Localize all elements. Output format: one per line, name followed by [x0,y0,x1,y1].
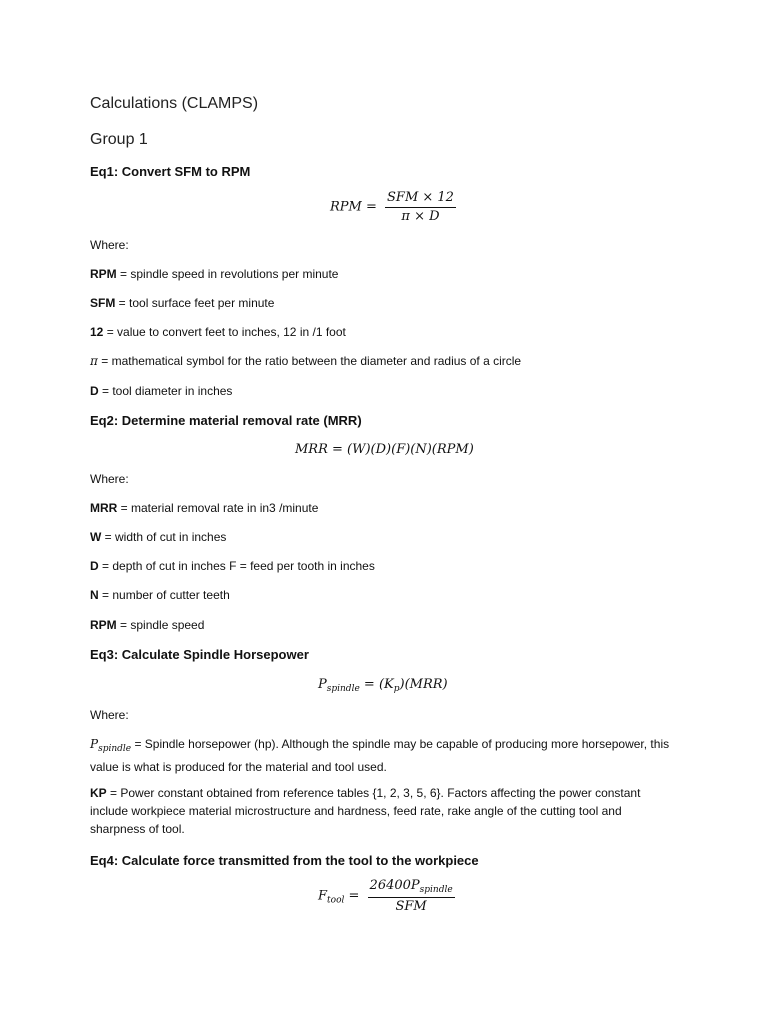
eq3-def-pspindle: $P_{spindle}$ = Spindle horsepower (hp). Although the spindle may be capable of producing more horsepower, this value is what is produced for the material and tool used. [90,737,670,774]
eq1-fraction [385,190,456,224]
eq1-lhs: RPM = [330,199,377,215]
eq1-equation [330,190,456,224]
eq2-heading: Eq2: Determine material removal rate (MRR) [90,413,362,428]
eq4-equation: $F_{tool}$ = $\frac{26400P_{spindle}}{\text{SFM}}$ [318,878,453,914]
eq4-fraction [368,878,455,914]
eq3-def-kp: KP = Power constant obtained from reference tables {1, 2, 3, 5, 6}. Factors affecting the power constant include workpiece material microstructure and hardness, feed rate, rake angle of the cutting tool and sharpness of tool. [90,786,641,836]
page-title: Calculations (CLAMPS) [90,95,259,112]
eq4-denominator: SFM [395,899,427,914]
eq1-heading: Eq1: Convert SFM to RPM [90,164,251,179]
eq2-def-d: D = depth of cut in inches F = feed per tooth in inches [90,559,375,573]
eq4-numerator: $26400P_{spindle}$ [368,878,455,898]
eq1-def-12: 12 = value to convert feet to inches, 12 in /1 foot [90,325,346,339]
eq2-def-n: N = number of cutter teeth [90,588,230,602]
eq1-def-pi: π = mathematical symbol for the ratio between the diameter and radius of a circle [90,354,522,368]
eq1-def-sfm: SFM = tool surface feet per minute [90,296,275,310]
eq2-equation: MRR = (W)(D)(F)(N)(RPM) [295,442,474,457]
eq2-def-rpm: RPM = spindle speed [90,618,205,632]
eq1-def-d: D = tool diameter in inches [90,384,233,398]
eq4-heading: Eq4: Calculate force transmitted from the tool to the workpiece [90,853,479,868]
eq3-equation: $P_{spindle} = (K_p)(MRR)$ [318,677,448,694]
eq2-where: Where: [90,472,129,486]
pspindle-symbol: $P_{spindle}$ [90,737,132,754]
eq1-numerator: SFM × 12 [385,190,456,208]
eq1-def-rpm: RPM = spindle speed in revolutions per minute [90,267,339,281]
group-heading: Group 1 [90,131,148,148]
eq2-def-w: W = width of cut in inches [90,530,227,544]
eq3-where: Where: [90,708,129,722]
eq2-def-mrr: MRR = material removal rate in in3 /minute [90,501,319,515]
eq1-where: Where: [90,238,129,252]
eq3-heading: Eq3: Calculate Spindle Horsepower [90,647,309,662]
eq1-denominator: π × D [401,209,440,224]
